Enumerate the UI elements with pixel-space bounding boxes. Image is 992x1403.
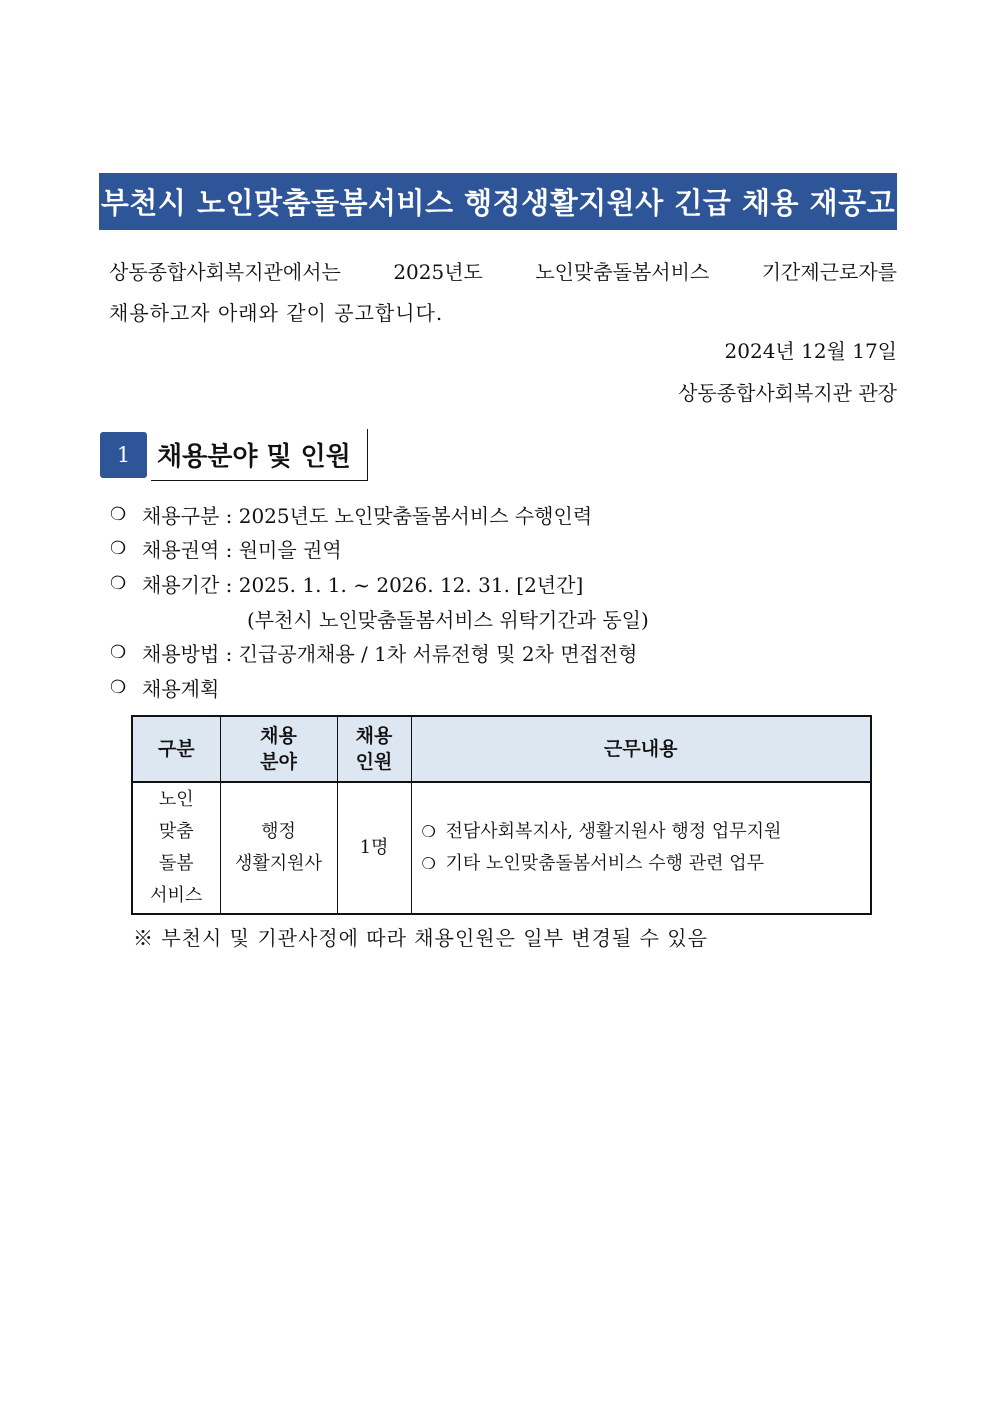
- circle-bullet-icon: ❍: [110, 503, 127, 525]
- intro-word: 2025년도: [393, 260, 483, 284]
- duty-item: [422, 848, 870, 880]
- list-item: [110, 670, 890, 705]
- cell-line: 행정: [261, 821, 296, 842]
- section-title: 채용분야 및 인원: [151, 429, 368, 481]
- list-item: [110, 497, 890, 532]
- section-heading: [100, 429, 368, 481]
- bullet-text: 채용권역 : 원미을 권역: [142, 538, 342, 563]
- circle-bullet-icon: ❍: [110, 642, 127, 664]
- cell-field: [220, 782, 337, 914]
- header-field: [220, 716, 337, 782]
- notice-date: 2024년 12월 17일: [724, 339, 897, 363]
- bullet-text: 채용기간 : 2025. 1. 1. ~ 2026. 12. 31. [2년간]: [142, 572, 584, 597]
- header-count-line: 인원: [355, 751, 393, 773]
- intro-line-1: [109, 252, 897, 293]
- list-item: [110, 566, 890, 601]
- cell-line: 노인: [158, 789, 194, 810]
- circle-bullet-icon: ❍: [110, 538, 127, 560]
- circle-bullet-icon: ❍: [110, 572, 127, 594]
- table-header-row: [132, 716, 871, 782]
- cell-count: 1명: [337, 782, 411, 914]
- recruitment-details: [110, 497, 890, 705]
- bullet-text: 채용구분 : 2025년도 노인맞춤돌봄서비스 수행인력: [142, 503, 593, 528]
- intro-word: 노인맞춤돌봄서비스: [535, 260, 710, 284]
- section-number-badge: 1: [100, 432, 147, 478]
- circle-bullet-icon: ❍: [421, 822, 436, 841]
- circle-bullet-icon: ❍: [421, 854, 436, 873]
- bullet-text: 채용계획: [142, 676, 220, 701]
- duty-item: [422, 816, 870, 848]
- cell-line: 생활지원사: [235, 853, 322, 874]
- header-field-line: 분야: [260, 751, 297, 773]
- list-item: [110, 635, 890, 670]
- bullet-text: 채용방법 : 긴급공개채용 / 1차 서류전형 및 2차 면접전형: [142, 642, 638, 667]
- header-count-line: 채용: [355, 725, 393, 747]
- cell-line: 서비스: [150, 885, 203, 906]
- circle-bullet-icon: ❍: [110, 676, 127, 698]
- notice-title: 부천시 노인맞춤돌봄서비스 행정생활지원사 긴급 채용 재공고: [99, 173, 897, 230]
- intro-word: 상동종합사회복지관에서는: [109, 260, 341, 284]
- header-count: [337, 716, 411, 782]
- header-field-line: 채용: [260, 725, 297, 747]
- footnote: ※ 부천시 및 기관사정에 따라 채용인원은 일부 변경될 수 있음: [133, 926, 708, 950]
- cell-category: [132, 782, 220, 914]
- intro-word: 기간제근로자를: [761, 260, 897, 284]
- intro-line-2: 채용하고자 아래와 같이 공고합니다.: [109, 301, 444, 325]
- bullet-text: (부천시 노인맞춤돌봄서비스 위탁기간과 동일): [247, 607, 649, 632]
- list-item-continuation: [110, 601, 890, 636]
- duty-text: 기타 노인맞춤돌봄서비스 수행 관련 업무: [445, 853, 764, 874]
- list-item: [110, 532, 890, 567]
- table-row: [132, 782, 871, 914]
- recruitment-plan-table: [131, 715, 872, 915]
- duty-text: 전담사회복지사, 생활지원사 행정 업무지원: [445, 821, 782, 842]
- cell-line: 맞춤: [158, 821, 194, 842]
- signature: 상동종합사회복지관 관장: [678, 381, 897, 405]
- intro-paragraph: [109, 252, 897, 334]
- header-duties: 근무내용: [411, 716, 871, 782]
- header-category: 구분: [132, 716, 220, 782]
- cell-duties: [411, 782, 871, 914]
- cell-line: 돌봄: [158, 853, 194, 874]
